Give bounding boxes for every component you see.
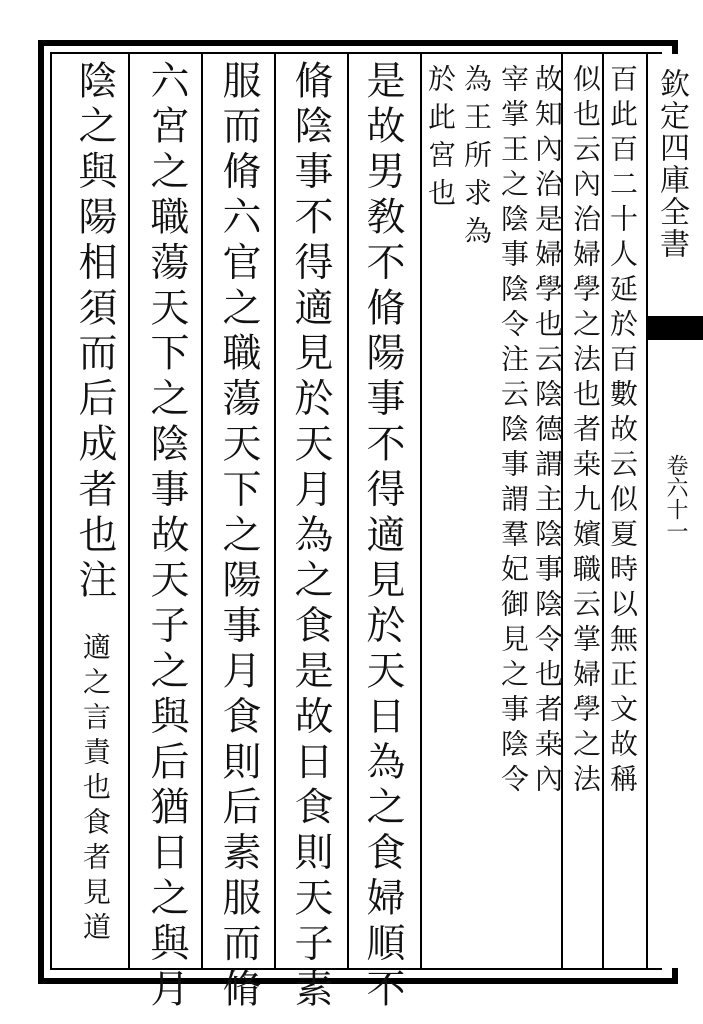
text-column: 為王所求為 xyxy=(460,64,493,254)
column-rule xyxy=(347,54,349,968)
text-column: 脩陰事不得適見於天月為之食是故日食則天子素 xyxy=(288,60,333,1014)
column-rule xyxy=(602,54,604,968)
text-column: 百此百二十人延於百數故云似夏時以無正文故稱 xyxy=(606,64,639,799)
text-column: 是故男敎不脩陽事不得適見於天日為之食婦順不 xyxy=(360,60,405,1014)
text-column: 宰掌王之陰事陰令注云陰事謂羣妃御見之事陰令 xyxy=(497,64,530,799)
text-column: 六宮之職蕩天下之陰事故天子之與后猶日之與月 xyxy=(144,60,189,1014)
column-rule xyxy=(201,54,203,968)
text-column: 於此宮也 xyxy=(424,64,457,216)
text-column: 似也云內治婦學之法也者桒九嬪職云掌婦學之法 xyxy=(569,64,602,799)
page-edge-margin xyxy=(646,54,703,968)
text-column: 故知內治是婦學也云陰德謂主陰事陰令也者桒內 xyxy=(531,64,564,799)
book-title: 欽定四庫全書 xyxy=(654,68,689,260)
text-column: 服而脩六官之職蕩天下之陽事月食則后素服而脩 xyxy=(216,60,261,1014)
column-rule xyxy=(128,54,130,968)
column-rule xyxy=(420,54,422,968)
text-column: 陰之與陽相須而后成者也注 xyxy=(72,60,117,605)
column-rule xyxy=(274,54,276,968)
fishtail-band xyxy=(648,316,703,340)
commentary-column: 適之言責也食者見道 xyxy=(79,632,112,947)
juan-marker: 卷六十一 xyxy=(663,454,688,542)
